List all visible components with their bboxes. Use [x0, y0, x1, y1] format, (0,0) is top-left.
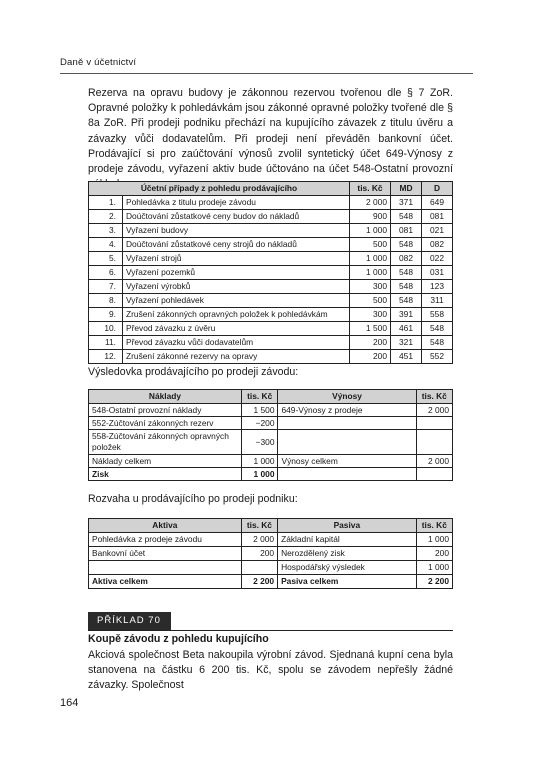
table-row	[89, 417, 453, 430]
table-cell: 9.	[89, 308, 123, 322]
table-cell: 548	[391, 238, 422, 252]
intro-paragraph: Rezerva na opravu budovy je zákonnou rezervou tvořenou dle § 7 ZoR. Opravné položky k pohledávkám jsou zákonné opravné položky tvořené dle § 8a ZoR. Při prodeji podniku přechází na kupujícího závazek z titulu úvěru a závazky vůči dodavatelům. Při prodeji není převáděn bankovní účet. Prodávající si pro zaúčtování výnosů zvolil syntetický účet 649-Výnosy z prodeje závodu, vyřazení aktiv bude účtováno na účet 548-Ostatní provozní	[88, 87, 453, 176]
table-row	[89, 224, 453, 238]
table-row	[89, 455, 453, 468]
result-table	[88, 389, 453, 481]
table-cell: 12.	[89, 350, 123, 364]
table-cell: 082	[391, 252, 422, 266]
table-cell: 1.	[89, 196, 123, 210]
table-cell: 200	[241, 547, 277, 561]
table-cell: 548	[422, 322, 453, 336]
table-cell: Pasiva celkem	[278, 575, 417, 589]
table-cell: 548	[391, 210, 422, 224]
table-cell: −300	[241, 430, 278, 455]
table-cell: 300	[350, 280, 391, 294]
table-cell: 1 000	[350, 224, 391, 238]
column-header: MD	[391, 182, 422, 196]
table-cell: 2.	[89, 210, 123, 224]
column-header: Náklady	[89, 390, 242, 404]
table-row	[89, 196, 453, 210]
table-row	[89, 252, 453, 266]
table-cell: 2 000	[416, 404, 452, 417]
table-row	[89, 561, 453, 575]
table-cell: Vyřazení budovy	[123, 224, 350, 238]
table-row	[89, 266, 453, 280]
balance-table	[88, 518, 453, 589]
table-cell: Vyřazení pohledávek	[123, 294, 350, 308]
table-cell: 11.	[89, 336, 123, 350]
table-cell: 5.	[89, 252, 123, 266]
table-row	[89, 238, 453, 252]
table-cell: 031	[422, 266, 453, 280]
table-cell: 123	[422, 280, 453, 294]
table-header-row	[89, 390, 453, 404]
table-row	[89, 547, 453, 561]
table-cell: 081	[391, 224, 422, 238]
table-cell: Zrušení zákonné rezervy na opravy	[123, 350, 350, 364]
table-row	[89, 280, 453, 294]
balance-label: Rozvaha u prodávajícího po prodeji podniku:	[88, 493, 298, 505]
table-cell	[416, 430, 452, 455]
total-row	[89, 468, 453, 481]
table-cell: 200	[350, 336, 391, 350]
table-cell: 649-Výnosy z prodeje	[278, 404, 416, 417]
table-cell: 900	[350, 210, 391, 224]
table-cell: 548-Ostatní provozní náklady	[89, 404, 242, 417]
table-cell: Vyřazení strojů	[123, 252, 350, 266]
table-header-row	[89, 182, 453, 196]
column-header: tis. Kč	[416, 390, 452, 404]
table-cell: 311	[422, 294, 453, 308]
table-row	[89, 210, 453, 224]
table-cell: 200	[416, 547, 452, 561]
table-cell	[416, 468, 452, 481]
table-cell: 548	[391, 294, 422, 308]
table-cell: 558-Zúčtování zákonných opravných položek	[89, 430, 242, 455]
column-header: Výnosy	[278, 390, 416, 404]
running-title: Daně v účetnictví	[60, 57, 137, 68]
table-cell: 2 200	[241, 575, 277, 589]
column-header: tis. Kč	[241, 519, 277, 533]
table-cell: 558	[422, 308, 453, 322]
table-cell: 321	[391, 336, 422, 350]
table-cell: 371	[391, 196, 422, 210]
table-cell: 7.	[89, 280, 123, 294]
table-cell: 2 200	[416, 575, 452, 589]
column-header: Pasiva	[278, 519, 417, 533]
table-cell: 6.	[89, 266, 123, 280]
table-cell: 200	[350, 350, 391, 364]
table-cell: 1 000	[241, 455, 278, 468]
table-cell: 300	[350, 308, 391, 322]
example-paragraph: Akciová společnost Beta nakoupila výrobní závod. Sjednaná kupní cena byla stanovena na částku 6 200 tis. Kč, spolu se závodem nepřešly žádné závazky. Společnost	[88, 649, 453, 692]
table-cell: Pohledávka z titulu prodeje závodu	[123, 196, 350, 210]
table-cell	[278, 417, 416, 430]
table-cell: 021	[422, 224, 453, 238]
table-cell: 4.	[89, 238, 123, 252]
total-row	[89, 575, 453, 589]
table-row	[89, 404, 453, 417]
table-row	[89, 294, 453, 308]
table-cell: 022	[422, 252, 453, 266]
table-cell: Náklady celkem	[89, 455, 242, 468]
table-cell: 391	[391, 308, 422, 322]
table-cell: 1 000	[350, 266, 391, 280]
table-cell: Převod závazku z úvěru	[123, 322, 350, 336]
table-cell: Zisk	[89, 468, 242, 481]
table-cell: Pohledávka z prodeje závodu	[89, 533, 242, 547]
table-cell: 552-Zúčtování zákonných rezerv	[89, 417, 242, 430]
table-cell: Zrušení zákonných opravných položek k pohledávkám	[123, 308, 350, 322]
table-cell: 1 500	[350, 322, 391, 336]
column-header: tis. Kč	[241, 390, 278, 404]
table-cell: Výnosy celkem	[278, 455, 416, 468]
table-cell: 548	[422, 336, 453, 350]
table-cell	[241, 561, 277, 575]
table-cell	[416, 417, 452, 430]
example-tag: PŘÍKLAD 70	[88, 612, 171, 630]
column-header: Aktiva	[89, 519, 242, 533]
table-cell: 2 000	[241, 533, 277, 547]
column-header: Účetní případy z pohledu prodávajícího	[89, 182, 350, 196]
column-header: tis. Kč	[416, 519, 452, 533]
table-cell: 1 000	[350, 252, 391, 266]
table-cell: 2 000	[350, 196, 391, 210]
table-cell: 649	[422, 196, 453, 210]
table-cell: 10.	[89, 322, 123, 336]
entries-body	[89, 196, 453, 364]
column-header: tis. Kč	[350, 182, 391, 196]
table-cell: Bankovní účet	[89, 547, 242, 561]
table-row	[89, 533, 453, 547]
table-row	[89, 430, 453, 455]
table-cell: 2 000	[416, 455, 452, 468]
table-cell: Převod závazku vůči dodavatelům	[123, 336, 350, 350]
table-cell: Vyřazení výrobků	[123, 280, 350, 294]
table-row	[89, 308, 453, 322]
table-cell: 548	[391, 266, 422, 280]
table-cell: Doúčtování zůstatkové ceny strojů do nákladů	[123, 238, 350, 252]
table-cell: Vyřazení pozemků	[123, 266, 350, 280]
table-cell	[278, 430, 416, 455]
table-row	[89, 350, 453, 364]
table-cell: 500	[350, 238, 391, 252]
table-cell	[89, 561, 242, 575]
table-cell: 3.	[89, 224, 123, 238]
table-header-row	[89, 519, 453, 533]
table-cell: 500	[350, 294, 391, 308]
result-label: Výsledovka prodávajícího po prodeji závodu:	[88, 366, 299, 378]
example-heading-bar	[88, 612, 453, 631]
table-cell: 451	[391, 350, 422, 364]
table-cell: 1 000	[416, 561, 452, 575]
page-number: 164	[60, 697, 79, 709]
table-cell: 552	[422, 350, 453, 364]
table-cell: Základní kapitál	[278, 533, 417, 547]
table-cell: −200	[241, 417, 278, 430]
column-header: D	[422, 182, 453, 196]
header-rule	[60, 73, 473, 74]
table-cell: 1 000	[416, 533, 452, 547]
table-row	[89, 322, 453, 336]
table-row	[89, 336, 453, 350]
table-cell: 082	[422, 238, 453, 252]
table-cell: 548	[391, 280, 422, 294]
table-cell: Aktiva celkem	[89, 575, 242, 589]
table-cell: Nerozdělený zisk	[278, 547, 417, 561]
table-cell: 1 500	[241, 404, 278, 417]
example-title: Koupě závodu z pohledu kupujícího	[88, 633, 269, 645]
table-cell: Hospodářský výsledek	[278, 561, 417, 575]
table-cell: 1 000	[241, 468, 278, 481]
entries-table	[88, 181, 453, 364]
table-cell	[278, 468, 416, 481]
table-cell: 8.	[89, 294, 123, 308]
table-cell: 461	[391, 322, 422, 336]
table-cell: 081	[422, 210, 453, 224]
table-cell: Doúčtování zůstatkové ceny budov do nákladů	[123, 210, 350, 224]
